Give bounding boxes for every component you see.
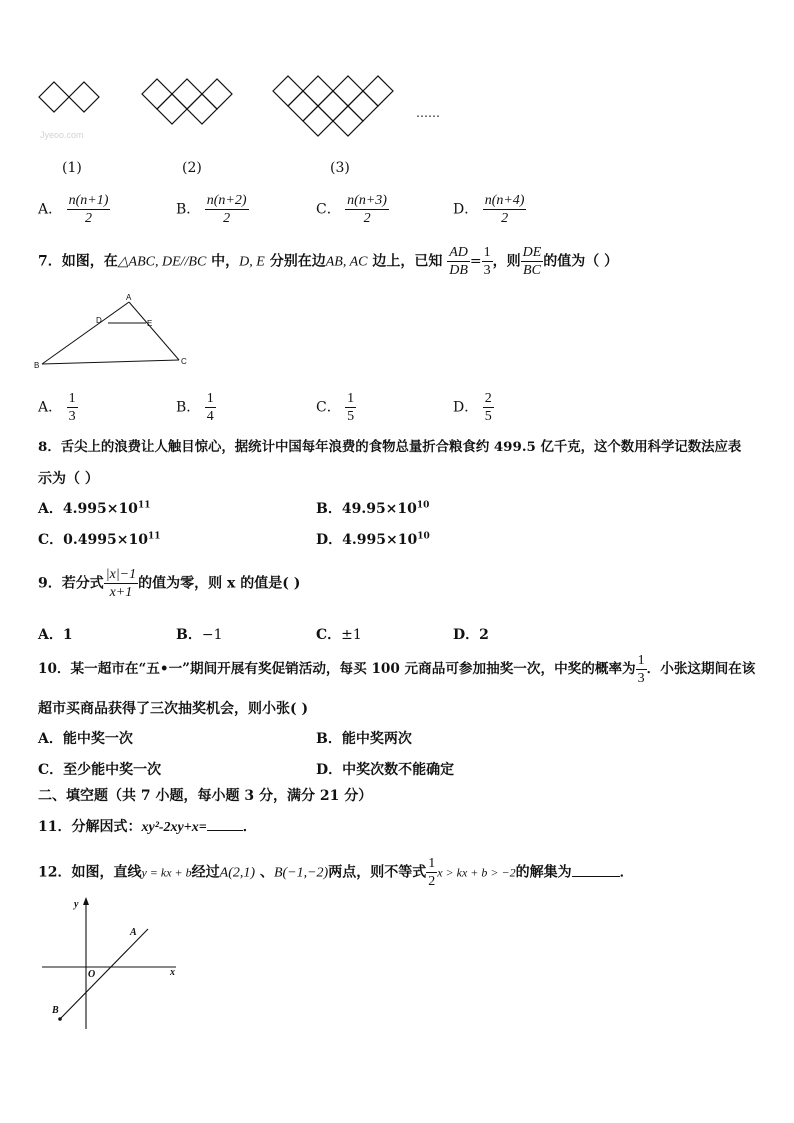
q8-option-a[interactable]: A．$4.995\times 10^{11}$ <box>38 500 151 517</box>
q8-option-d[interactable]: D．$4.995\times 10^{10}$ <box>316 531 430 548</box>
q9-option-a[interactable]: A．1 <box>38 627 73 643</box>
caption-2: (2) <box>182 160 202 176</box>
label-a: A <box>126 293 132 302</box>
label-b: B <box>34 361 40 370</box>
q7-option-b[interactable]: B． $\frac{1}{4}$ <box>176 391 214 424</box>
q12-graph-figure <box>38 895 188 1035</box>
q7-stem: 7．如图，在△ABC, DE//BC 中，D, E 分别在边AB, AC 边上，已知 $\frac{AD}{DB}$ = $\frac{1}{3}$ ，则 $\frac{DE}{BC}$ 的值为（ ） <box>38 245 619 278</box>
q10-option-d[interactable]: D．中奖次数不能确定 <box>316 762 455 778</box>
q6-option-c[interactable]: C． $\frac{n(n+3)}{2}$ <box>316 193 387 226</box>
q9-option-c[interactable]: C．±1 <box>316 627 362 643</box>
q8-option-c[interactable]: C．$0.4995\times 10^{11}$ <box>38 531 161 548</box>
q10-option-c[interactable]: C．至少能中奖一次 <box>38 762 162 778</box>
q6-option-b[interactable]: B． $\frac{n(n+2)}{2}$ <box>176 193 247 226</box>
q12-answer-blank[interactable] <box>572 876 620 877</box>
q6-option-d[interactable]: D． $\frac{n(n+4)}{2}$ <box>453 193 525 226</box>
q6-option-a[interactable]: A． $\frac{n(n+1)}{2}$ <box>38 193 109 226</box>
q10-option-b[interactable]: B．能中奖两次 <box>316 731 412 747</box>
q7-option-a[interactable]: A． $\frac{1}{3}$ <box>38 391 76 424</box>
q10-option-a[interactable]: A．能中奖一次 <box>38 731 133 747</box>
axis-label-x: x <box>170 967 175 978</box>
q7-option-d[interactable]: D． $\frac{2}{5}$ <box>453 391 492 424</box>
q10-stem-line1: 10．某一超市在“五•一”期间开展有奖促销活动，每买 100 元商品可参加抽奖一次，中奖的概率为 $\frac{1}{3}$ ．小张这期间在该 <box>38 653 756 686</box>
q9-option-d[interactable]: D．2 <box>453 627 489 643</box>
section-heading: 二、填空题（共 7 小题，每小题 3 分，满分 21 分） <box>38 788 373 804</box>
q7-option-c[interactable]: C． $\frac{1}{5}$ <box>316 391 355 424</box>
q8-stem-line1: 8．舌尖上的浪费让人触目惊心，据统计中国每年浪费的食物总量折合粮食约 499.5 亿千克，这个数用科学记数法应表 <box>38 439 742 455</box>
q7-triangle-figure <box>34 292 194 372</box>
q8-option-b[interactable]: B．$49.95\times 10^{10}$ <box>316 500 430 517</box>
q11-stem: 11．分解因式：xy²-2xy+x= ． <box>38 819 257 835</box>
point-b-label: B <box>52 1005 59 1016</box>
label-c: C <box>181 357 187 366</box>
ellipsis: …… <box>416 106 440 120</box>
caption-1: (1) <box>62 160 82 176</box>
q12-stem: 12．如图，直线y = kx + b经过A(2,1) 、B(−1,−2)两点，则不等式 $\frac{1}{2}$ x > kx + b > −2的解集为 ． <box>38 856 634 889</box>
label-e: E <box>147 319 153 328</box>
q9-stem: 9．若分式 $\frac{|x|-1}{x+1}$ 的值为零，则 x 的值是( ) <box>38 567 301 600</box>
q8-stem-line2: 示为（ ） <box>38 471 99 487</box>
point-a-label: A <box>130 927 137 938</box>
q9-option-b[interactable]: B．−1 <box>176 627 223 643</box>
watermark: Jyeoo.com <box>40 130 84 140</box>
q11-answer-blank[interactable] <box>207 830 243 831</box>
label-d: D <box>96 316 102 325</box>
origin-label: O <box>88 969 96 980</box>
q10-stem-line2: 超市买商品获得了三次抽奖机会，则小张( ) <box>38 701 309 717</box>
diamond-patterns-figure <box>30 70 450 140</box>
axis-label-y: y <box>74 899 79 910</box>
caption-3: (3) <box>330 160 350 176</box>
